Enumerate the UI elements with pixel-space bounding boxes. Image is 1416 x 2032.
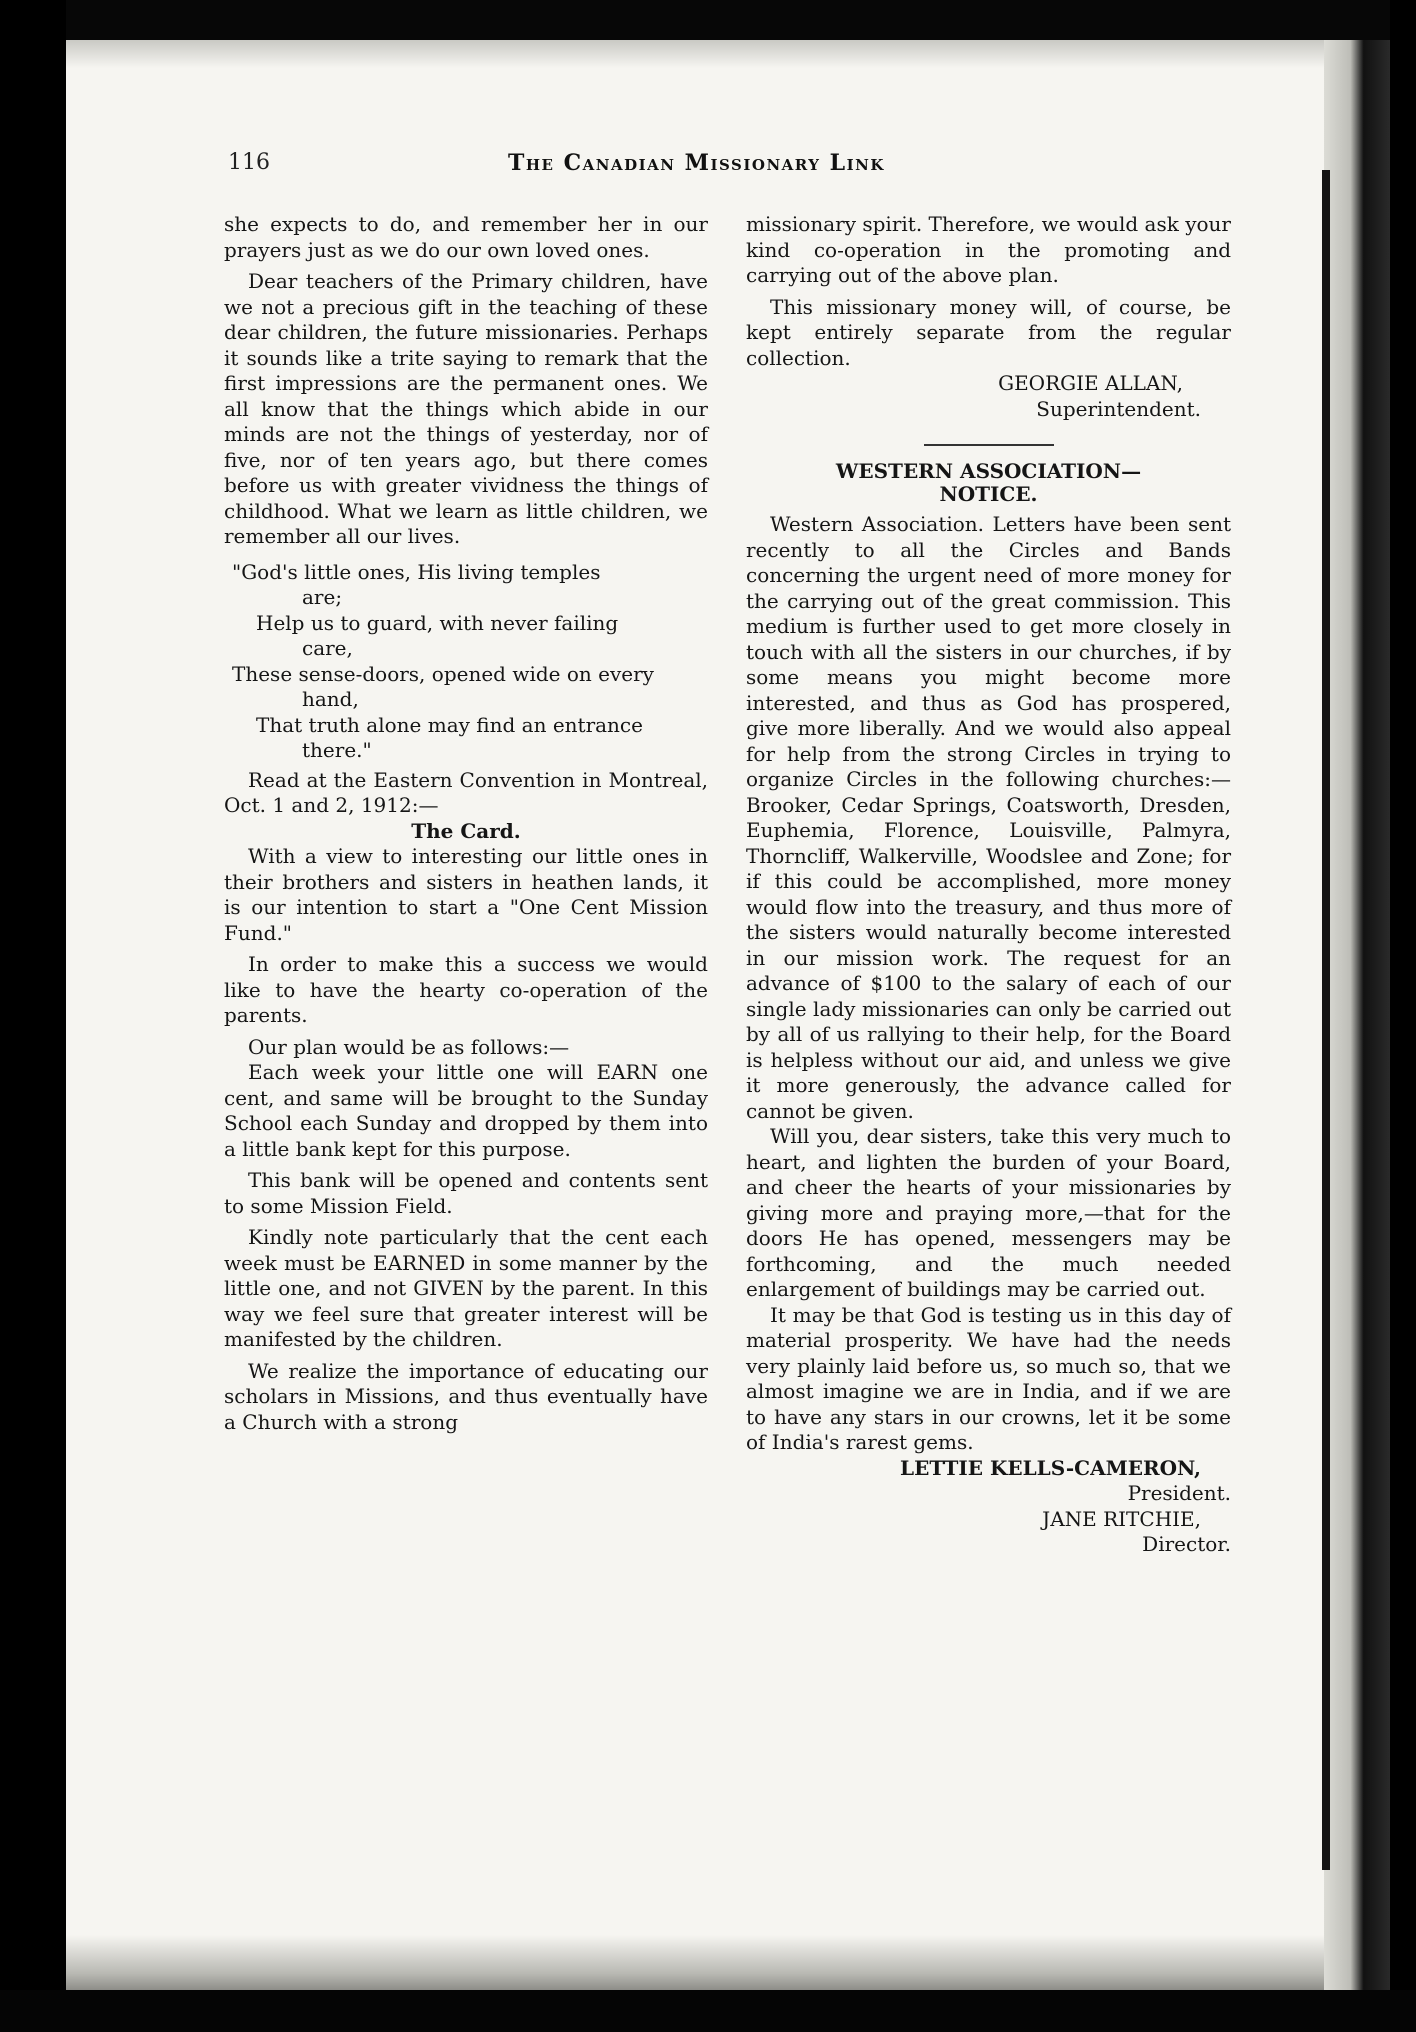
paragraph: With a view to interesting our little ones in their brothers and sisters in heathen lands, it is our intention to start a "One Cent Mission Fund." (224, 844, 708, 945)
paragraph: It may be that God is testing us in this day of material prosperity. We have had the needs very plainly laid before us, so much so, that we almost imagine we are in India, and if we are to have any stars in our crowns, let it be some of India's rarest gems. (746, 1302, 1231, 1454)
paragraph: Each week your little one will EARN one cent, and same will be brought to the Sunday School each Sunday and dropped by them into a little bank kept for this purpose. (224, 1060, 708, 1161)
scan-border-left (0, 0, 66, 2032)
card-heading: The Card. (411, 818, 521, 843)
poem (224, 560, 708, 764)
notice-heading-2: NOTICE. (939, 482, 1038, 506)
poem-line-cont: there." (302, 738, 372, 762)
paragraph: Western Association. Letters have been sent recently to all the Circles and Bands concerning the urgent need of more money for the carrying out of the great commission. This medium is further used to get more closely in touch with all the sisters in our churches, if by some means you might become more interested, and thus as God has prospered, give more liberally. And we would also appeal for help from the strong Circles in trying to organize Circles in the following churches:—Brooker, Cedar Springs, Coatsworth, Dresden, Euphemia, Florence, Louisville, Palmyra, Thorncliff, Walkerville, Woodslee and Zone; for if this could be accomplished, more money would flow into the treasury, and thus more of the sisters would naturally become interested in our mission work. The request for an advance of $100 to the salary of each of our single lady missionaries can only be carried out by all of us rallying to their help, for the Board is helpless without our aid, and unless we give it more generously, the advance called for cannot be given. (746, 512, 1231, 1123)
signature-title: Director. (1142, 1532, 1231, 1556)
paragraph: This missionary money will, of course, be kept entirely separate from the regular collection. (746, 294, 1231, 370)
notice-heading: WESTERN ASSOCIATION— (835, 459, 1142, 483)
poem-line-cont: hand, (302, 687, 359, 711)
paragraph: Kindly note particularly that the cent each week must be EARNED in some manner by the little one, and not GIVEN by the parent. In this way we feel sure that greater interest will be manifested by the children. (224, 1225, 708, 1351)
right-column (746, 212, 1231, 1558)
signature-name: JANE RITCHIE, (1042, 1506, 1201, 1531)
page-bottom-shadow (66, 1935, 1324, 1990)
poem-line: These sense-doors, opened wide on every (232, 661, 654, 686)
scan-border-bottom (0, 1990, 1416, 2032)
paragraph: We realize the importance of educating our scholars in Missions, and thus eventually have a Church with a strong (224, 1358, 708, 1434)
scan-border-top (0, 0, 1416, 40)
signature-title: President. (1127, 1481, 1231, 1505)
binding-edge (1322, 170, 1330, 1870)
poem-line: That truth alone may find an entrance (256, 712, 643, 737)
section-divider (924, 444, 1054, 446)
paragraph: Will you, dear sisters, take this very much to heart, and lighten the burden of your Board, and cheer the hearts of your missionaries by giving more and praying more,—that for the doors He has opened, messengers may be forthcoming, and the much needed enlargement of buildings may be carried out. (746, 1124, 1231, 1301)
signature-title: Superintendent. (1036, 396, 1201, 421)
poem-line-cont: care, (302, 636, 353, 660)
poem-line: "God's little ones, His living temples (232, 559, 601, 584)
page-edge (1324, 40, 1390, 1990)
page-top-shadow (66, 40, 1324, 68)
running-title: The Canadian Missionary Link (508, 150, 885, 176)
poem-line-cont: are; (302, 585, 343, 609)
poem-line: Help us to guard, with never failing (256, 610, 619, 635)
paragraph: Dear teachers of the Primary children, have we not a precious gift in the teaching of these dear children, the future missionaries. Perhaps it sounds like a trite saying to remark that the first impressions are the permanent ones. We all know that the things which abide in our minds are not the things of yesterday, nor of five, nor of ten years ago, but there comes before us with greater vividness the things of childhood. What we learn as little children, we remember all our lives. (224, 269, 708, 548)
page-number: 116 (228, 150, 270, 175)
paragraph: Read at the Eastern Convention in Montreal, Oct. 1 and 2, 1912:— (224, 767, 708, 817)
paragraph: This bank will be opened and contents sent to some Mission Field. (224, 1168, 708, 1218)
scan-border-right (1390, 0, 1416, 2032)
paragraph: missionary spirit. Therefore, we would ask your kind co-operation in the promoting and carrying out of the above plan. (746, 212, 1231, 287)
left-column (224, 212, 708, 1435)
paragraph: Our plan would be as follows:— (248, 1034, 570, 1059)
paragraph: In order to make this a success we would like to have the hearty co-operation of the parents. (224, 952, 708, 1027)
signature-name: LETTIE KELLS-CAMERON, (900, 1455, 1201, 1480)
signature-name: GEORGIE ALLAN, (998, 371, 1183, 395)
paragraph: she expects to do, and remember her in our prayers just as we do our own loved ones. (224, 212, 708, 262)
